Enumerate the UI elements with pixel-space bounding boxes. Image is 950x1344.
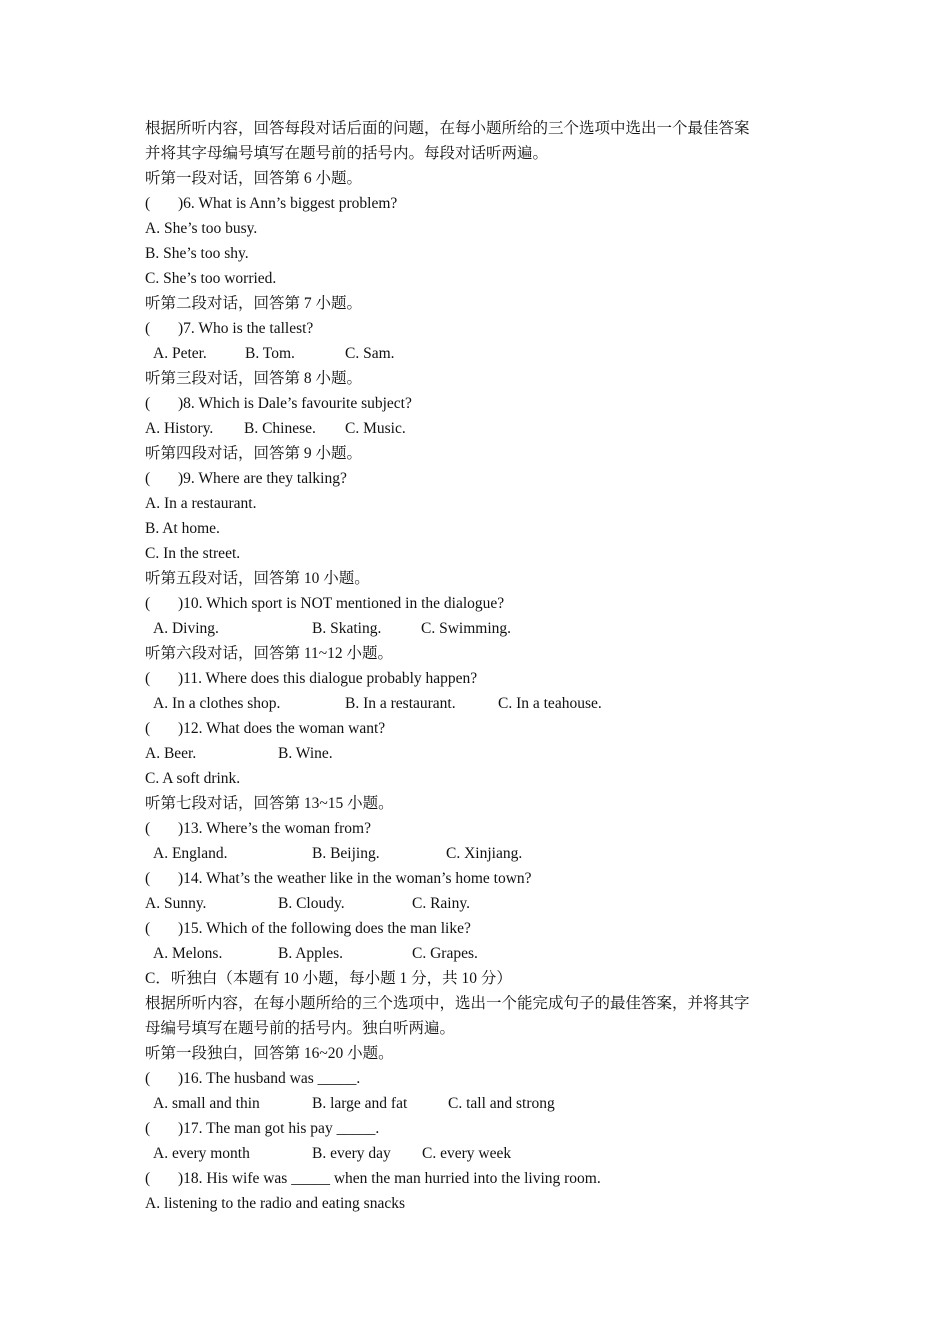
option-9b: B. At home. (145, 520, 220, 537)
options-11 (145, 691, 825, 716)
question-text: )13. Where’s the woman from? (178, 820, 371, 837)
answer-bracket[interactable]: ( (145, 870, 151, 887)
answer-bracket[interactable]: ( (145, 395, 151, 412)
answer-bracket[interactable]: ( (145, 470, 151, 487)
option-6c: C. She’s too worried. (145, 270, 277, 287)
option-11c: C. In a teahouse. (498, 695, 602, 712)
answer-bracket[interactable]: ( (145, 1070, 151, 1087)
option-15c: C. Grapes. (412, 945, 478, 962)
option-13c: C. Xinjiang. (446, 845, 523, 862)
instructions-line-1: 根据所听内容，回答每段对话后面的问题，在每小题所给的三个选项中选出一个最佳答案 (145, 120, 750, 137)
question-text: )12. What does the woman want? (178, 720, 386, 737)
option-6a: A. She’s too busy. (145, 220, 258, 237)
option-17b: B. every day (312, 1145, 391, 1162)
answer-bracket[interactable]: ( (145, 920, 151, 937)
answer-bracket[interactable]: ( (145, 720, 151, 737)
answer-bracket[interactable]: ( (145, 670, 151, 687)
option-17c: C. every week (422, 1145, 512, 1162)
question-12 (145, 716, 825, 741)
options-10 (145, 616, 825, 641)
options-7 (145, 341, 825, 366)
option-8a: A. History. (145, 420, 214, 437)
question-text: )10. Which sport is NOT mentioned in the dialogue? (178, 595, 505, 612)
option-14a: A. Sunny. (145, 895, 207, 912)
option-17a: A. every month (153, 1145, 250, 1162)
option-16a: A. small and thin (153, 1095, 260, 1112)
option-7b: B. Tom. (245, 345, 295, 362)
options-15 (145, 941, 825, 966)
question-9 (145, 466, 825, 491)
dialogue-7-heading: 听第七段对话，回答第 13~15 小题。 (145, 795, 394, 812)
question-14 (145, 866, 825, 891)
question-16 (145, 1066, 825, 1091)
part-c-instructions-1: 根据所听内容，在每小题所给的三个选项中，选出一个能完成句子的最佳答案，并将其字 (145, 995, 750, 1012)
option-12b: B. Wine. (278, 745, 333, 762)
question-text: )18. His wife was _____ when the man hurried into the living room. (178, 1170, 601, 1187)
dialogue-5-heading: 听第五段对话，回答第 10 小题。 (145, 570, 370, 587)
question-8 (145, 391, 825, 416)
option-15b: B. Apples. (278, 945, 344, 962)
dialogue-6-heading: 听第六段对话，回答第 11~12 小题。 (145, 645, 394, 662)
option-16c: C. tall and strong (448, 1095, 555, 1112)
question-text: )14. What’s the weather like in the woman’s home town? (178, 870, 532, 887)
option-9a: A. In a restaurant. (145, 495, 257, 512)
option-6b: B. She’s too shy. (145, 245, 249, 262)
option-8c: C. Music. (345, 420, 406, 437)
question-15 (145, 916, 825, 941)
option-18a: A. listening to the radio and eating snacks (145, 1195, 405, 1212)
answer-bracket[interactable]: ( (145, 1170, 151, 1187)
option-10b: B. Skating. (312, 620, 382, 637)
option-7c: C. Sam. (345, 345, 395, 362)
instructions-line-2: 并将其字母编号填写在题号前的括号内。每段对话听两遍。 (145, 145, 549, 162)
option-12a: A. Beer. (145, 745, 197, 762)
question-text: )16. The husband was _____. (178, 1070, 361, 1087)
answer-bracket[interactable]: ( (145, 595, 151, 612)
options-14 (145, 891, 825, 916)
option-12c: C. A soft drink. (145, 770, 241, 787)
options-13 (145, 841, 825, 866)
dialogue-2-heading: 听第二段对话，回答第 7 小题。 (145, 295, 363, 312)
answer-bracket[interactable]: ( (145, 320, 151, 337)
option-11b: B. In a restaurant. (345, 695, 456, 712)
monologue-1-heading: 听第一段独白，回答第 16~20 小题。 (145, 1045, 394, 1062)
question-text: )9. Where are they talking? (178, 470, 347, 487)
option-15a: A. Melons. (153, 945, 223, 962)
question-text: )11. Where does this dialogue probably happen? (178, 670, 478, 687)
option-13b: B. Beijing. (312, 845, 380, 862)
question-text: )7. Who is the tallest? (178, 320, 314, 337)
question-7 (145, 316, 825, 341)
options-17 (145, 1141, 825, 1166)
answer-bracket[interactable]: ( (145, 195, 151, 212)
answer-bracket[interactable]: ( (145, 1120, 151, 1137)
dialogue-4-heading: 听第四段对话，回答第 9 小题。 (145, 445, 363, 462)
option-14b: B. Cloudy. (278, 895, 345, 912)
part-c-instructions-2: 母编号填写在题号前的括号内。独白听两遍。 (145, 1020, 456, 1037)
option-10c: C. Swimming. (421, 620, 512, 637)
question-11 (145, 666, 825, 691)
options-16 (145, 1091, 825, 1116)
question-18 (145, 1166, 825, 1191)
question-text: )17. The man got his pay _____. (178, 1120, 380, 1137)
question-6 (145, 191, 825, 216)
question-text: )8. Which is Dale’s favourite subject? (178, 395, 412, 412)
question-13 (145, 816, 825, 841)
question-text: )6. What is Ann’s biggest problem? (178, 195, 398, 212)
options-12 (145, 741, 825, 766)
option-9c: C. In the street. (145, 545, 241, 562)
question-text: )15. Which of the following does the man like? (178, 920, 471, 937)
question-10 (145, 591, 825, 616)
dialogue-3-heading: 听第三段对话，回答第 8 小题。 (145, 370, 363, 387)
option-8b: B. Chinese. (244, 420, 316, 437)
answer-bracket[interactable]: ( (145, 820, 151, 837)
option-10a: A. Diving. (153, 620, 219, 637)
option-7a: A. Peter. (153, 345, 207, 362)
option-13a: A. England. (153, 845, 228, 862)
dialogue-1-heading: 听第一段对话，回答第 6 小题。 (145, 170, 363, 187)
option-14c: C. Rainy. (412, 895, 470, 912)
options-8 (145, 416, 825, 441)
option-16b: B. large and fat (312, 1095, 408, 1112)
listening-section (145, 116, 825, 1216)
part-c-title: C．听独白（本题有 10 小题，每小题 1 分，共 10 分） (145, 970, 512, 987)
option-11a: A. In a clothes shop. (153, 695, 281, 712)
question-17 (145, 1116, 825, 1141)
